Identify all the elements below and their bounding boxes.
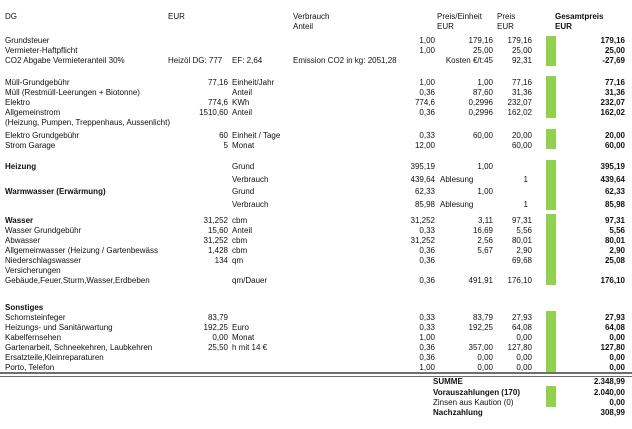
cell-preis-einheit: 1,00 [477,187,493,196]
cell-preis-einheit: 192,25 [468,323,493,332]
cell-gesamtpreis: 62,33 [604,187,625,196]
cell-verbrauch: 395,19 [410,162,435,171]
table-row [0,200,632,210]
table-row [0,108,632,118]
cell-gesamtpreis: 31,36 [604,88,625,97]
summary-label: Nachzahlung [433,408,483,417]
cell-preis-einheit: 179,16 [468,36,493,45]
green-accent-bar [546,129,556,149]
table-row [0,131,632,141]
table-row [0,46,632,56]
cell-preis-einheit: 5,67 [477,246,493,255]
cell-preis-einheit-note: Ablesung [440,200,474,209]
table-row [0,323,632,333]
cell-verbrauch: 0,33 [419,323,435,332]
cell-preis: 77,16 [511,78,532,87]
cell-gesamtpreis: 0,00 [609,353,625,362]
cell-verbrauch: 0,36 [419,108,435,117]
table-row [0,98,632,108]
cell-verbrauch: 0,33 [419,131,435,140]
table-header-line1 [0,12,632,22]
cell-verbrauch: 31,252 [410,216,435,225]
header-preis-einheit-eur: EUR [437,22,454,31]
cell-preis: 176,10 [507,276,532,285]
cell-verbrauch: 12,00 [414,141,435,150]
cell-label: CO2 Abgabe Vermieteranteil 30% [5,56,125,65]
cell-unit: Grund [232,162,255,171]
table-row [0,88,632,98]
table-row [0,162,632,172]
cell-preis-einheit: 0,00 [477,353,493,362]
cell-unit: Grund [232,187,255,196]
cell-preis-einheit-note: Ablesung [440,175,474,184]
cell-label: Gebäude,Feuer,Sturm,Wasser,Erdbeben [5,276,150,285]
cell-preis: 92,31 [511,56,532,65]
cell-label: Vermieter-Haftpflicht [5,46,78,55]
cell-preis-einheit: Kosten €/t:45 [445,56,493,65]
cell-eur-value: 31,252 [203,236,228,245]
cell-preis-einheit: 1,00 [477,162,493,171]
table-row [0,141,632,151]
table-row [0,276,632,286]
cell-preis: 97,31 [511,216,532,225]
cell-eur-note: Heizöl DG: 777 [168,56,223,65]
cell-gesamtpreis: 97,31 [604,216,625,225]
cell-gesamtpreis: -27,69 [602,56,625,65]
cell-label: Heizungs- und Sanitärwartung [5,323,113,332]
cell-preis: 64,08 [511,323,532,332]
table-row [0,78,632,88]
green-accent-bar [546,214,556,285]
cell-gesamtpreis: 5,56 [609,226,625,235]
cell-label: Warmwasser (Erwärmung) [5,187,106,196]
cell-label: Müll (Restmüll-Leerungen + Biotonne) [5,88,140,97]
cell-preis-einheit: 3,11 [478,216,493,225]
cell-eur-value: 60 [219,131,228,140]
cell-label: Elektro [5,98,30,107]
cell-verbrauch-note: Emission CO2 in kg: 2051,28 [293,56,397,65]
cell-eur-value: 15,60 [207,226,228,235]
cell-label: Abwasser [5,236,41,245]
cell-verbrauch: 0,36 [419,353,435,362]
summary-value: 2.348,99 [593,377,625,386]
cell-label: Grundsteuer [5,36,50,45]
cell-preis-einheit: 357,00 [468,343,493,352]
cell-preis: 27,93 [511,313,532,322]
cell-unit: cbm [232,216,248,225]
header-dg: DG [5,12,17,21]
cell-unit: Verbrauch [232,200,269,209]
summary-value: 0,00 [609,398,625,407]
cell-gesamtpreis: 0,00 [609,333,625,342]
cell-preis-einheit: 60,00 [472,131,493,140]
table-row [0,236,632,246]
table-row [0,353,632,363]
cell-unit: Anteil [232,226,253,235]
cell-eur-value: 1510,60 [199,108,228,117]
cell-verbrauch: 0,36 [419,88,435,97]
cell-verbrauch: 774,6 [414,98,435,107]
cell-label: Elektro Grundgebühr [5,131,80,140]
cell-preis: 162,02 [507,108,532,117]
cell-preis: 31,36 [511,88,532,97]
cell-preis: 69,68 [511,256,532,265]
cell-gesamtpreis: 25,00 [604,46,625,55]
table-row [0,187,632,197]
cell-verbrauch: 1,00 [419,363,435,372]
table-row [0,36,632,46]
cell-preis: 127,80 [507,343,532,352]
header-verbrauch: Verbrauch [293,12,330,21]
cell-eur-value: 0,00 [212,333,228,342]
cell-preis: 232,07 [507,98,532,107]
cell-label: Gartenarbeit, Schneekehren, Laubkehren [5,343,153,352]
cell-gesamtpreis: 85,98 [604,200,625,209]
cell-verbrauch: 1,00 [419,78,435,87]
cell-gesamtpreis: 232,07 [600,98,625,107]
cell-verbrauch: 31,252 [410,236,435,245]
cell-unit: Euro [232,323,249,332]
cell-preis-einheit: 16,69 [472,226,493,235]
cell-label: Heizung [5,162,37,171]
cell-verbrauch: 0,36 [419,276,435,285]
cell-verbrauch: 0,36 [419,343,435,352]
cell-label: Ersatzteile,Kleinreparaturen [5,353,104,362]
cell-gesamtpreis: 64,08 [604,323,625,332]
cell-label: Allgemeinstrom [5,108,61,117]
table-row [0,313,632,323]
cell-unit: Monat [232,333,255,342]
cell-gesamtpreis: 25,08 [604,256,625,265]
cell-eur-value: 134 [214,256,228,265]
cell-preis-einheit: 0,00 [477,363,493,372]
header-gesamtpreis: Gesamtpreis [555,12,604,21]
cell-label: (Heizung, Pumpen, Treppenhaus, Aussenlicht) [5,118,170,127]
cell-preis-einheit: 1,00 [477,78,493,87]
header-preis: Preis [497,12,516,21]
table-row [0,333,632,343]
cell-preis-einheit: 491,91 [468,276,493,285]
table-row [0,226,632,236]
cell-eur-value: 1,428 [207,246,228,255]
cell-ablesung-marker: 1 [523,200,528,209]
summary-row [0,377,632,387]
cell-unit: Verbrauch [232,175,269,184]
header-preis-einheit: Preis/Einheit [437,12,482,21]
table-header-line2 [0,22,632,32]
table-row [0,216,632,226]
summary-row [0,408,632,418]
cell-preis-einheit: 2,56 [477,236,493,245]
table-row [0,56,632,66]
cell-eur-value: 25,50 [207,343,228,352]
cell-ablesung-marker: 1 [523,175,528,184]
table-row [0,343,632,353]
cell-preis-einheit: 87,60 [472,88,493,97]
cell-gesamtpreis: 60,00 [604,141,625,150]
cell-label: Porto, Telefon [5,363,55,372]
cell-verbrauch: 1,00 [419,36,435,45]
table-row [0,246,632,256]
cell-preis-einheit: 25,00 [472,46,493,55]
cell-verbrauch: 62,33 [414,187,435,196]
cell-unit: Einheit/Jahr [232,78,275,87]
cell-preis: 20,00 [511,131,532,140]
cell-eur-value: 31,252 [203,216,228,225]
cell-label: Schornsteinfeger [5,313,66,322]
cell-unit: h mit 14 € [232,343,268,352]
summary-row [0,388,632,398]
cell-verbrauch: 0,33 [419,313,435,322]
table-row [0,303,632,313]
cell-gesamtpreis: 0,00 [609,363,625,372]
table-row [0,256,632,266]
cell-verbrauch: 1,00 [419,46,435,55]
cell-unit: qm [232,256,244,265]
cell-gesamtpreis: 20,00 [604,131,625,140]
cell-label: Kabelfernsehen [5,333,62,342]
cell-preis-einheit: 83,79 [472,313,493,322]
cell-preis: 0,00 [516,333,532,342]
cell-preis-einheit: 0,2996 [468,98,493,107]
summary-value: 308,99 [600,408,625,417]
summary-label: Zinsen aus Kaution (0) [433,398,514,407]
cell-label: Wasser [5,216,34,225]
cell-label: Niederschlagswasser [5,256,82,265]
cell-label: Wasser Grundgebühr [5,226,82,235]
cell-verbrauch: 0,36 [419,246,435,255]
header-eur: EUR [168,12,185,21]
cell-unit: Monat [232,141,255,150]
header-preis-eur: EUR [497,22,514,31]
cell-preis: 5,56 [516,226,532,235]
table-row [0,118,632,128]
summary-value: 2.040,00 [593,388,625,397]
cell-gesamtpreis: 77,16 [604,78,625,87]
cell-eur-value: 83,79 [207,313,228,322]
cell-preis: 2,90 [516,246,532,255]
cell-gesamtpreis: 179,16 [600,36,625,45]
cell-eur-value: 192,25 [203,323,228,332]
cell-gesamtpreis: 2,90 [609,246,625,255]
cell-gesamtpreis: 162,02 [600,108,625,117]
cell-unit: Anteil [232,108,253,117]
cell-preis: 25,00 [511,46,532,55]
green-accent-bar [546,76,556,118]
summary-label: Vorauszahlungen (170) [433,388,520,397]
cell-label: Allgemeinwasser (Heizung / Gartenbewäss [5,246,158,255]
cell-gesamtpreis: 27,93 [604,313,625,322]
cell-eur-value: 77,16 [207,78,228,87]
cell-unit: KWh [232,98,250,107]
cell-verbrauch: 439,64 [410,175,435,184]
cell-preis: 80,01 [511,236,532,245]
cell-preis: 0,00 [516,353,532,362]
cell-verbrauch: 85,98 [414,200,435,209]
cell-label: Müll-Grundgebühr [5,78,70,87]
cell-unit: Einheit / Tage [232,131,281,140]
cell-gesamtpreis: 439,64 [600,175,625,184]
cell-gesamtpreis: 395,19 [600,162,625,171]
cell-gesamtpreis: 80,01 [604,236,625,245]
cell-eur-value: 774,6 [207,98,228,107]
cell-preis-einheit: 0,2996 [468,108,493,117]
cell-preis: 60,00 [511,141,532,150]
cell-unit: EF: 2,64 [232,56,263,65]
cell-gesamtpreis: 176,10 [600,276,625,285]
summary-label: SUMME [433,377,463,386]
cell-gesamtpreis: 127,80 [600,343,625,352]
green-accent-bar [546,160,556,210]
cell-verbrauch: 0,33 [419,226,435,235]
header-gesamtpreis-eur: EUR [555,22,572,31]
cell-eur-value: 5 [223,141,228,150]
table-row [0,175,632,185]
cell-unit: cbm [232,236,248,245]
cell-unit: cbm [232,246,248,255]
cell-label: Sonstiges [5,303,44,312]
cell-preis: 179,16 [507,36,532,45]
cell-verbrauch: 1,00 [419,333,435,342]
cell-label: Versicherungen [5,266,61,275]
cell-verbrauch: 0,36 [419,256,435,265]
green-accent-bar [546,36,556,66]
header-anteil: Anteil [293,22,314,31]
cell-unit: qm/Dauer [232,276,268,285]
cell-preis: 0,00 [516,363,532,372]
cell-label: Strom Garage [5,141,56,150]
cell-unit: Anteil [232,88,253,97]
table-row [0,266,632,276]
summary-row [0,398,632,408]
green-accent-bar [546,311,556,372]
